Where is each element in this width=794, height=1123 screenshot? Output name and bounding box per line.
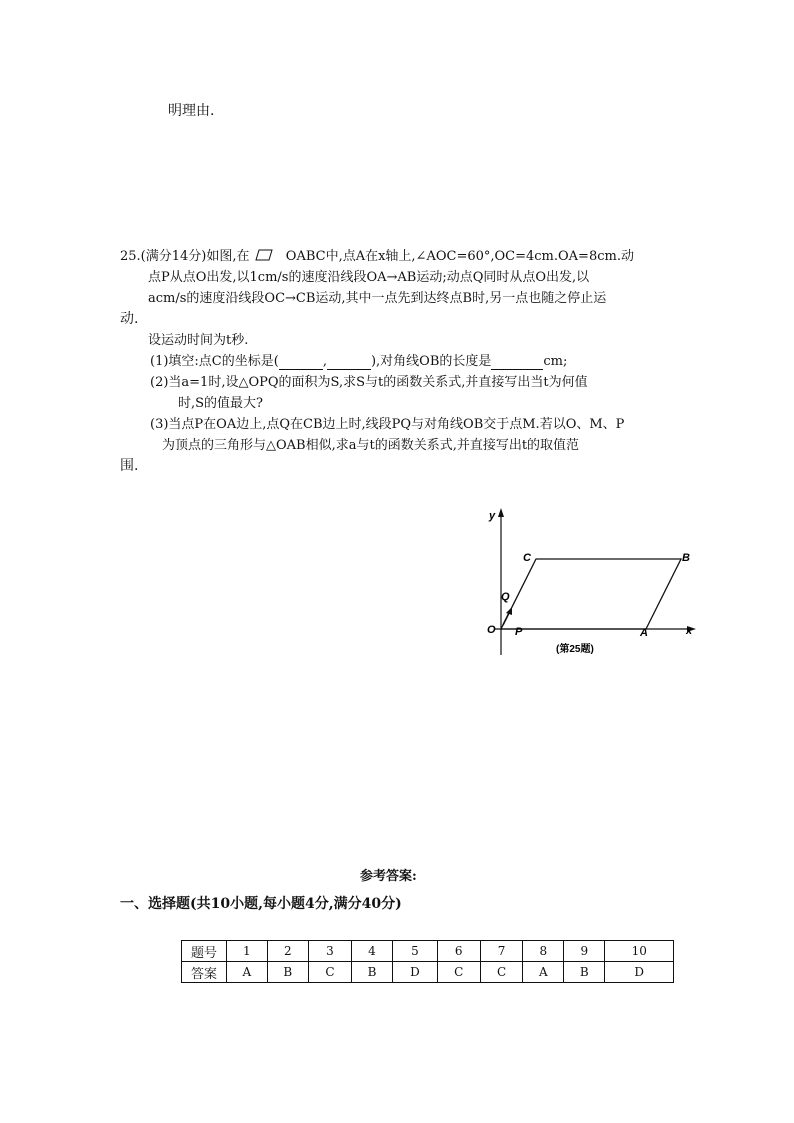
answer-cell: C — [480, 962, 523, 983]
figure-caption: (第25题) — [556, 644, 594, 655]
q25-line-2: 点P从点O出发,以1cm/s的速度沿线段OA→AB运动;动点Q同时从点O出发,以 — [148, 270, 590, 285]
label-x: x — [686, 625, 693, 637]
number-cell: 6 — [437, 941, 480, 962]
answers-title: 参考答案: — [360, 869, 417, 884]
header-cell-answer: 答案 — [182, 962, 227, 983]
answer-cell: B — [267, 962, 308, 983]
q25-line-3: acm/s的速度沿线段OC→CB运动,其中一点先到达终点B时,另一点也随之停止运 — [148, 291, 607, 306]
number-cell: 8 — [523, 941, 564, 962]
figure-25 — [470, 505, 700, 665]
number-cell: 2 — [267, 941, 308, 962]
answer-cell: B — [564, 962, 605, 983]
label-p: P — [515, 626, 523, 638]
label-o: O — [487, 624, 496, 636]
q25-line-4: 动. — [120, 311, 139, 327]
q25-part-3-line-1: (3)当点P在OA边上,点Q在CB边上时,线段PQ与对角线OB交于点M.若以O、M、P — [150, 417, 625, 432]
label-y: y — [489, 510, 496, 522]
number-cell: 3 — [309, 941, 352, 962]
q25-part-2-line-1: (2)当a=1时,设△OPQ的面积为S,求S与t的函数关系式,并直接写出当t为何值 — [150, 375, 588, 390]
q-arrowhead — [506, 607, 512, 615]
q25-line-5: 设运动时间为t秒. — [148, 333, 249, 348]
label-c: C — [523, 552, 531, 564]
table-row-answers — [182, 962, 674, 983]
label-q: Q — [501, 591, 510, 603]
number-cell: 1 — [227, 941, 268, 962]
label-b: B — [682, 552, 690, 564]
answer-cell: C — [309, 962, 352, 983]
y-axis-arrow — [498, 508, 504, 517]
number-cell: 10 — [605, 941, 674, 962]
section-1-heading: 一、选择题(共10小题,每小题4分,满分40分) — [120, 896, 402, 912]
answer-cell: A — [227, 962, 268, 983]
q25-part-3-line-3: 围. — [120, 458, 139, 474]
q25-part-2-line-2: 时,S的值最大? — [178, 396, 264, 411]
answer-cell: C — [437, 962, 480, 983]
answer-blank[interactable] — [327, 354, 371, 370]
number-cell: 9 — [564, 941, 605, 962]
parallelogram-icon — [254, 249, 274, 261]
label-a: A — [640, 627, 648, 639]
answer-cell: A — [523, 962, 564, 983]
number-cell: 7 — [480, 941, 523, 962]
q25-part-1: (1)填空:点C的坐标是( , ),对角线OB的长度是 cm; — [150, 354, 568, 369]
answer-cell: B — [351, 962, 392, 983]
answer-table — [181, 940, 674, 983]
q25-line-1: 25.(满分14分)如图,在 OABC中,点A在x轴上,∠AOC=60°,OC=4cm.OA=8cm.动 — [120, 249, 634, 264]
answer-cell: D — [393, 962, 438, 983]
header-cell-number: 题号 — [182, 941, 227, 962]
answer-blank[interactable] — [279, 354, 323, 370]
prev-question-tail: 明理由. — [168, 103, 215, 119]
q25-part-3-line-2: 为顶点的三角形与△OAB相似,求a与t的函数关系式,并直接写出t的取值范 — [162, 438, 580, 453]
answer-blank[interactable] — [491, 354, 543, 370]
number-cell: 4 — [351, 941, 392, 962]
answer-cell: D — [605, 962, 674, 983]
number-cell: 5 — [393, 941, 438, 962]
table-row-numbers — [182, 941, 674, 962]
parallelogram-oabc — [501, 559, 681, 629]
